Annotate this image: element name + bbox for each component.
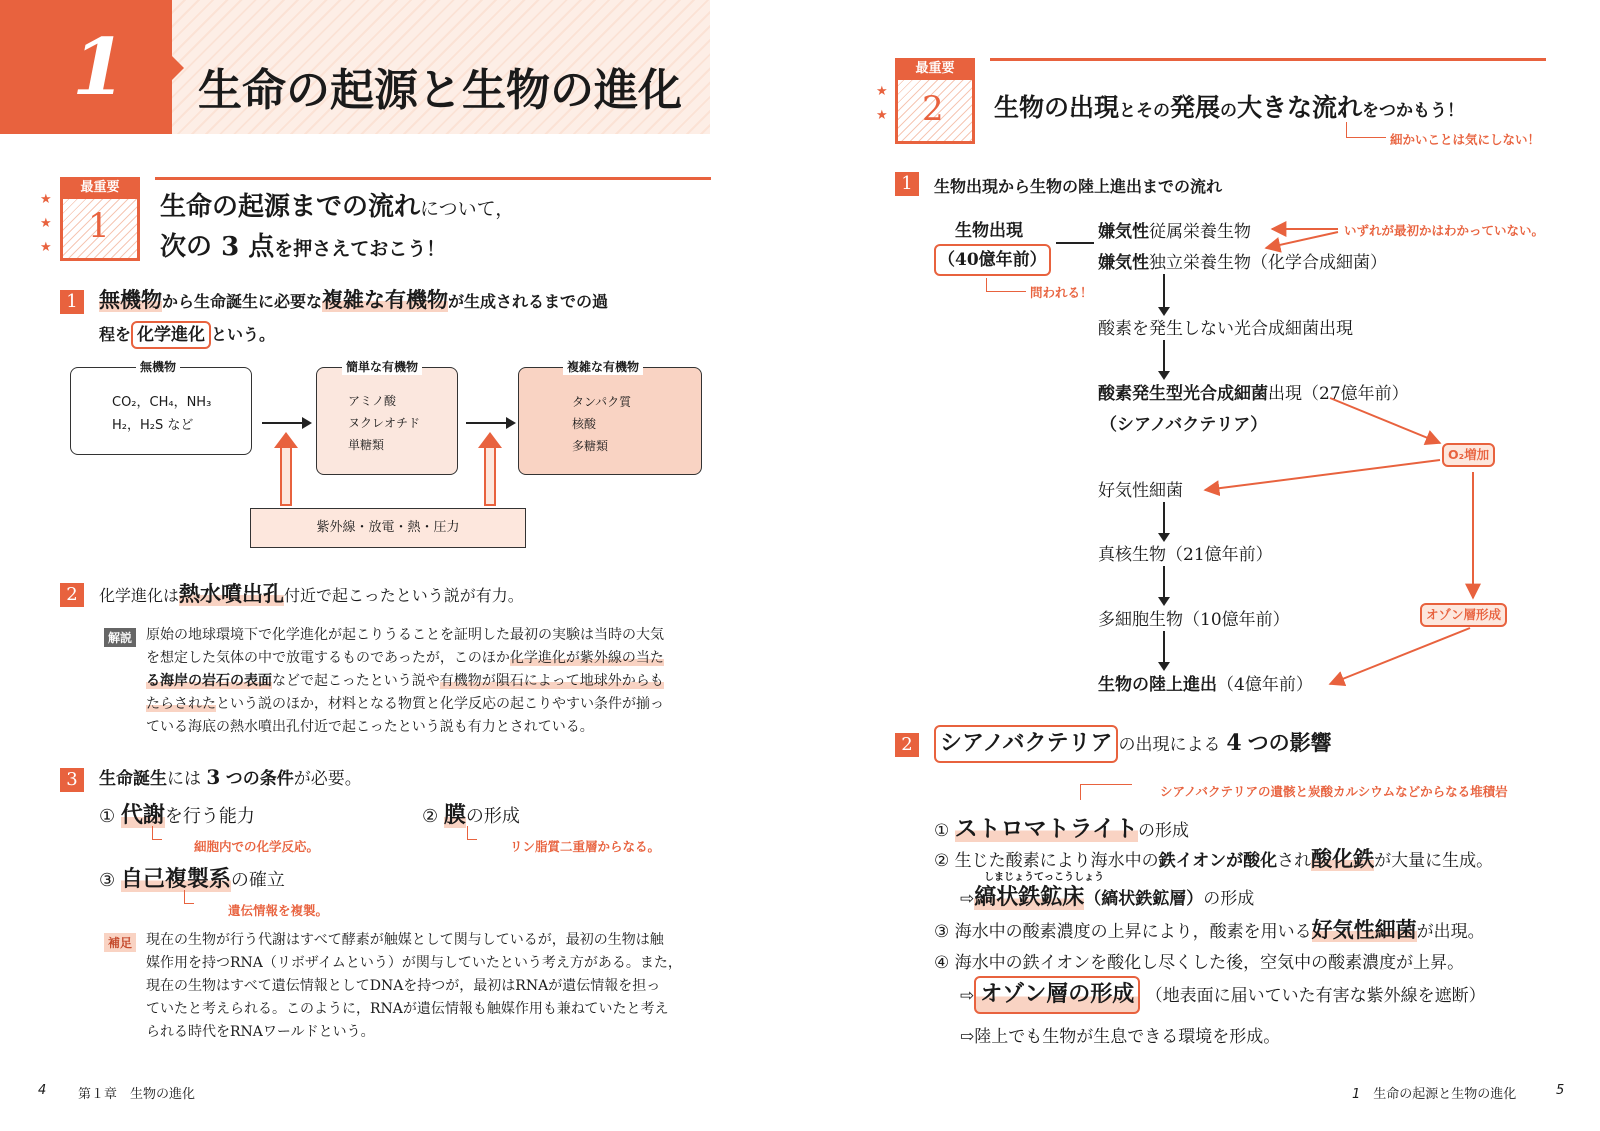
- term: 代謝: [120, 803, 165, 828]
- star-icons: ★ ★ ★: [40, 192, 52, 255]
- mark: ③: [934, 922, 950, 942]
- point-number: 3: [60, 768, 84, 792]
- heading-number: 3: [221, 232, 240, 262]
- heading-normal: を押さえておこう！: [274, 238, 446, 260]
- key-term-box: オゾン層の形成: [974, 976, 1140, 1014]
- term: つの影響: [1247, 731, 1332, 755]
- mark: ④: [934, 953, 950, 973]
- section-number: 1: [88, 206, 110, 246]
- footer-page-right: 5: [1556, 1083, 1565, 1098]
- mark: ②: [934, 851, 950, 871]
- heading-strong: 点: [248, 232, 275, 262]
- condition-1-note: 細胞内での化学反応。: [194, 839, 320, 854]
- footer-text: 生命の起源と生物の進化: [1373, 1087, 1517, 1102]
- term: ストロマトライト: [954, 816, 1138, 842]
- heading-strong: 生物の出現: [994, 93, 1120, 122]
- text: （縞状鉄鉱層）: [1084, 889, 1204, 909]
- text: が生成されるまでの過: [448, 292, 609, 311]
- complex-organic-line3: 多糖類: [572, 439, 609, 453]
- flow-origin: 生物出現: [955, 221, 1023, 241]
- mark: ②: [422, 806, 439, 827]
- term: 生物の陸上進出: [1098, 675, 1217, 695]
- energy-box: 紫外線・放電・熱・圧力: [250, 508, 526, 548]
- effects-note-line: [1080, 784, 1132, 800]
- text: 独立栄養生物（化学合成細菌）: [1149, 253, 1387, 273]
- complex-organic-title: 複雑な有機物: [563, 358, 643, 375]
- heading-normal: について，: [420, 198, 515, 220]
- simple-organic-line3: 単糖類: [348, 438, 385, 452]
- term: 酸化鉄: [1311, 847, 1375, 871]
- text: が必要。: [293, 769, 362, 789]
- condition-3-note: 遺伝情報を複製。: [228, 903, 329, 918]
- highlight: 化学進化が紫外線の当た: [509, 650, 664, 666]
- text: 程を: [99, 325, 132, 344]
- text: 化学進化は: [99, 586, 180, 605]
- simple-organic-line2: ヌクレオチド: [348, 416, 421, 430]
- heading-strong: 次の: [160, 232, 213, 262]
- flow-arrow-4: [1163, 566, 1165, 604]
- text: 海水中の鉄イオンを酸化し尽くした後，空気中の酸素濃度が上昇。: [954, 953, 1465, 973]
- line: ていたと考えられる。このように，RNAが遺伝情報も触媒作用も兼ねていたと考え: [146, 1001, 669, 1017]
- text: （4億年前）: [1217, 675, 1313, 695]
- effects-heading: [934, 725, 1332, 763]
- chapter-number: 1: [72, 22, 127, 113]
- o2-arrow-out: [1205, 460, 1440, 490]
- line: 媒作用を持つRNA（リボザイムという）が関与していたという考え方がある。また，: [146, 955, 682, 971]
- effect-2-ruby: しまじょうてっこうしょう: [984, 872, 1104, 883]
- flow-step-2: [1098, 379, 1409, 404]
- line: 現在の生物はすべて遺伝情報としてDNAを持つが，最初はRNAが遺伝情報を担っ: [146, 978, 661, 994]
- flow-step-3: 好気性細菌: [1098, 481, 1183, 501]
- unknown-note: いずれが最初かはわかっていない。: [1344, 223, 1545, 238]
- term: 酸素発生型光合成細菌: [1098, 384, 1268, 404]
- mark: ①: [99, 806, 116, 827]
- term: 縞状鉄鉱床: [974, 885, 1085, 910]
- text: という説のほか，材料となる物質と化学反応の起こりやすい条件が揃っ: [216, 696, 664, 712]
- condition-2-note: リン脂質二重層からなる。: [510, 839, 661, 854]
- term: 鉄イオンが酸化: [1158, 851, 1278, 871]
- flow-arrow-1: [1163, 274, 1165, 314]
- footer-chapter-right: [1352, 1083, 1516, 1102]
- flow-step-2-sub: （シアノバクテリア）: [1100, 415, 1268, 435]
- term: 生命誕生: [99, 769, 167, 789]
- heading-strong: 大きな流れ: [1237, 93, 1363, 122]
- term: 無機物: [99, 288, 162, 312]
- o2-increase: O₂増加: [1442, 443, 1495, 467]
- line: 原始の地球環境下で化学進化が起こりうることを証明した最初の実験は当時の大気: [146, 627, 664, 643]
- o2-arrow-in: [1330, 398, 1440, 443]
- text: を行う能力: [164, 806, 255, 827]
- heading-normal: をつかもう！: [1362, 101, 1465, 121]
- text: には: [167, 769, 201, 789]
- point-number: 2: [60, 583, 84, 607]
- inorganic-line2: H₂，H₂S など: [112, 418, 194, 433]
- ozone-to-land: [1330, 628, 1470, 684]
- heading-strong: 生命の起源までの流れ: [160, 192, 421, 222]
- effect-2-sub: [960, 880, 1254, 911]
- flow-arrow-5: [1163, 631, 1165, 669]
- footer-num: 1: [1352, 1087, 1361, 1102]
- term: 嫌気性: [1098, 253, 1149, 273]
- heading-normal: とその: [1119, 101, 1171, 121]
- text: の形成: [1137, 821, 1189, 841]
- point-number: 1: [60, 290, 84, 314]
- text: 生じた酸素により海水中の: [954, 851, 1159, 871]
- key-term-box: 化学進化: [131, 321, 211, 349]
- text: から生命誕生に必要な: [162, 292, 323, 311]
- text: などで起こったという説や: [272, 673, 440, 689]
- unknown-arrow-2: [1266, 232, 1338, 248]
- effect-4-sub: [960, 976, 1486, 1014]
- num: 3: [206, 765, 221, 789]
- flow-title: 生物出現から生物の陸上進出までの流れ: [934, 177, 1223, 196]
- text: という。: [211, 325, 276, 344]
- footer-page-left: 4: [38, 1083, 47, 1098]
- term: 熱水噴出孔: [179, 582, 285, 606]
- flow-step-1: 酸素を発生しない光合成細菌出現: [1098, 319, 1353, 339]
- highlight: たらされた: [146, 696, 216, 712]
- text: が大量に生成。: [1374, 851, 1494, 871]
- complex-organic-line2: 核酸: [572, 417, 597, 431]
- heading-strong: 発展: [1170, 93, 1221, 122]
- text: 出現（27億年前）: [1268, 384, 1409, 404]
- footer-chapter-left: 第１章 生物の進化: [78, 1087, 196, 1102]
- num: 4: [1226, 730, 1242, 756]
- point-number: 2: [895, 733, 919, 757]
- line: ている海底の熱水噴出孔付近で起こったという説も有力とされている。: [146, 719, 594, 735]
- highlight: 有機物が隕石によって地球外からも: [439, 673, 664, 689]
- line: られる時代をRNAワールドという。: [146, 1024, 375, 1040]
- inorganic-title: 無機物: [136, 358, 180, 375]
- text: が出現。: [1416, 922, 1485, 942]
- text: の確立: [230, 870, 285, 891]
- simple-organic-line1: アミノ酸: [348, 394, 397, 408]
- mark: ③: [99, 870, 116, 891]
- key-term-box: シアノバクテリア: [934, 725, 1118, 763]
- text: を想定した気体の中で放電するものであったが，このほか: [146, 650, 510, 666]
- ozone-formation-tag: オゾン層形成: [1420, 603, 1507, 627]
- complex-organic-line1: タンパク質: [572, 395, 632, 409]
- heading-note: 細かいことは気にしない！: [1390, 132, 1541, 147]
- text: （地表面に届いていた有害な紫外線を遮断）: [1145, 986, 1486, 1006]
- term: 嫌気性: [1098, 222, 1149, 242]
- flow-arrow-3: [1163, 502, 1165, 540]
- point-number: 1: [895, 172, 919, 196]
- text: の出現による: [1118, 735, 1221, 755]
- term: 複雑な有機物: [322, 288, 449, 312]
- flow-origin-time: （40億年前）: [934, 244, 1051, 276]
- term: 好気性細菌: [1311, 918, 1417, 942]
- text: の形成: [1203, 889, 1255, 909]
- arrow-text: ⇨: [960, 889, 975, 909]
- effect-1: [934, 810, 1189, 843]
- text: の形成: [465, 806, 520, 827]
- flow-arrow-2: [1163, 340, 1165, 378]
- star-icons: ★ ★: [876, 84, 888, 123]
- flow-step-4: 真核生物（21億年前）: [1098, 545, 1273, 565]
- section-tag-label: 最重要: [60, 177, 140, 199]
- mark: ①: [934, 821, 950, 841]
- term: つの条件: [225, 769, 294, 789]
- hosoku-tag: 補足: [104, 933, 136, 952]
- effect-4-result: ⇨陸上でも生物が生息できる環境を形成。: [960, 1027, 1281, 1047]
- term: 自己複製系: [120, 867, 231, 892]
- arrow-text: ⇨: [960, 986, 975, 1006]
- inorganic-line1: CO₂，CH₄，NH₃: [112, 395, 212, 410]
- effect-3: [934, 914, 1485, 944]
- chapter-title: 生命の起源と生物の進化: [198, 65, 682, 116]
- text: 従属栄養生物: [1149, 222, 1251, 242]
- section-number: 2: [922, 89, 944, 129]
- effect-4: [934, 948, 1464, 973]
- highlight: る海岸の岩石の表面: [146, 673, 272, 689]
- section-tag-label: 最重要: [895, 58, 975, 80]
- flow-step-5: 多細胞生物（10億年前）: [1098, 610, 1290, 630]
- text: 付近で起こったという説が有力。: [284, 586, 524, 605]
- effects-note: シアノバクテリアの遺骸と炭酸カルシウムなどからなる堆積岩: [1160, 784, 1508, 799]
- text: され: [1277, 851, 1312, 871]
- simple-organic-title: 簡単な有機物: [342, 358, 422, 375]
- kaisetsu-tag: 解説: [104, 628, 136, 647]
- line: 現在の生物が行う代謝はすべて酵素が触媒として関与しているが，最初の生物は触: [146, 932, 664, 948]
- term: 膜: [443, 803, 466, 828]
- origin-note: 問われる！: [1030, 285, 1093, 300]
- text: 海水中の酸素濃度の上昇により，酸素を用いる: [954, 922, 1312, 942]
- flow-step-6: [1098, 670, 1313, 695]
- heading-normal: の: [1220, 101, 1238, 121]
